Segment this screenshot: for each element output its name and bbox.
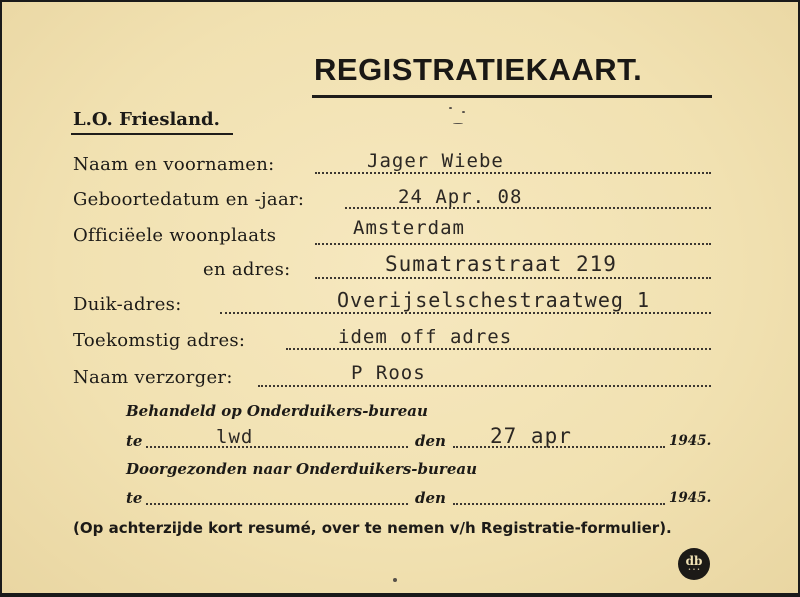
forwarded-heading: Doorgezonden naar Onderduikers-bureau xyxy=(126,460,477,478)
ink-speck xyxy=(453,123,463,124)
future-address-dotted-line xyxy=(286,348,711,350)
ink-speck xyxy=(393,578,397,582)
name-label: Naam en voornamen: xyxy=(73,154,275,175)
name-value: Jager Wiebe xyxy=(367,150,504,172)
forwarded-year: 1945. xyxy=(669,490,712,506)
processed-year: 1945. xyxy=(669,433,712,449)
ink-speck xyxy=(449,107,452,109)
forwarded-den-label: den xyxy=(415,489,446,507)
caretaker-label: Naam verzorger: xyxy=(73,367,233,388)
residence-label: Officiëele woonplaats xyxy=(73,225,277,246)
caretaker-value: P Roos xyxy=(351,362,426,384)
address-dotted-line xyxy=(315,277,711,279)
seal-letters: db xyxy=(685,553,703,568)
registration-card xyxy=(2,2,798,593)
name-dotted-line xyxy=(315,172,711,174)
forwarded-den-dotted-line xyxy=(453,503,665,505)
organization-underline xyxy=(71,133,233,135)
footer-note: (Op achterzijde kort resumé, over te nemen v/h Registratie-formulier). xyxy=(73,519,672,537)
future-address-label: Toekomstig adres: xyxy=(73,330,246,351)
address-label: en adres: xyxy=(203,259,291,280)
processed-date-value: 27 apr xyxy=(490,424,572,448)
future-address-value: idem off adres xyxy=(338,326,513,348)
processed-place-value: lwd xyxy=(216,426,254,448)
printer-seal-icon xyxy=(678,548,710,580)
hiding-address-value: Overijselschestraatweg 1 xyxy=(337,288,650,312)
processed-den-label: den xyxy=(415,432,446,450)
residence-value: Amsterdam xyxy=(353,217,465,239)
card-title: REGISTRATIEKAART. xyxy=(314,52,643,87)
organization-name: L.O. Friesland. xyxy=(73,109,220,130)
residence-dotted-line xyxy=(315,243,711,245)
ink-speck xyxy=(462,111,465,113)
processed-te-dotted-line xyxy=(146,446,408,448)
forwarded-te-dotted-line xyxy=(146,503,408,505)
processed-heading: Behandeld op Onderduikers-bureau xyxy=(126,402,428,420)
hiding-address-dotted-line xyxy=(220,312,711,314)
hiding-address-label: Duik-adres: xyxy=(73,294,182,315)
caretaker-dotted-line xyxy=(258,385,711,387)
birthdate-value: 24 Apr. 08 xyxy=(398,186,523,208)
forwarded-te-label: te xyxy=(126,489,143,507)
title-underline xyxy=(312,95,712,98)
seal-dots: • • • xyxy=(687,566,701,573)
birthdate-label: Geboortedatum en -jaar: xyxy=(73,189,305,210)
address-value: Sumatrastraat 219 xyxy=(385,252,617,276)
processed-te-label: te xyxy=(126,432,143,450)
